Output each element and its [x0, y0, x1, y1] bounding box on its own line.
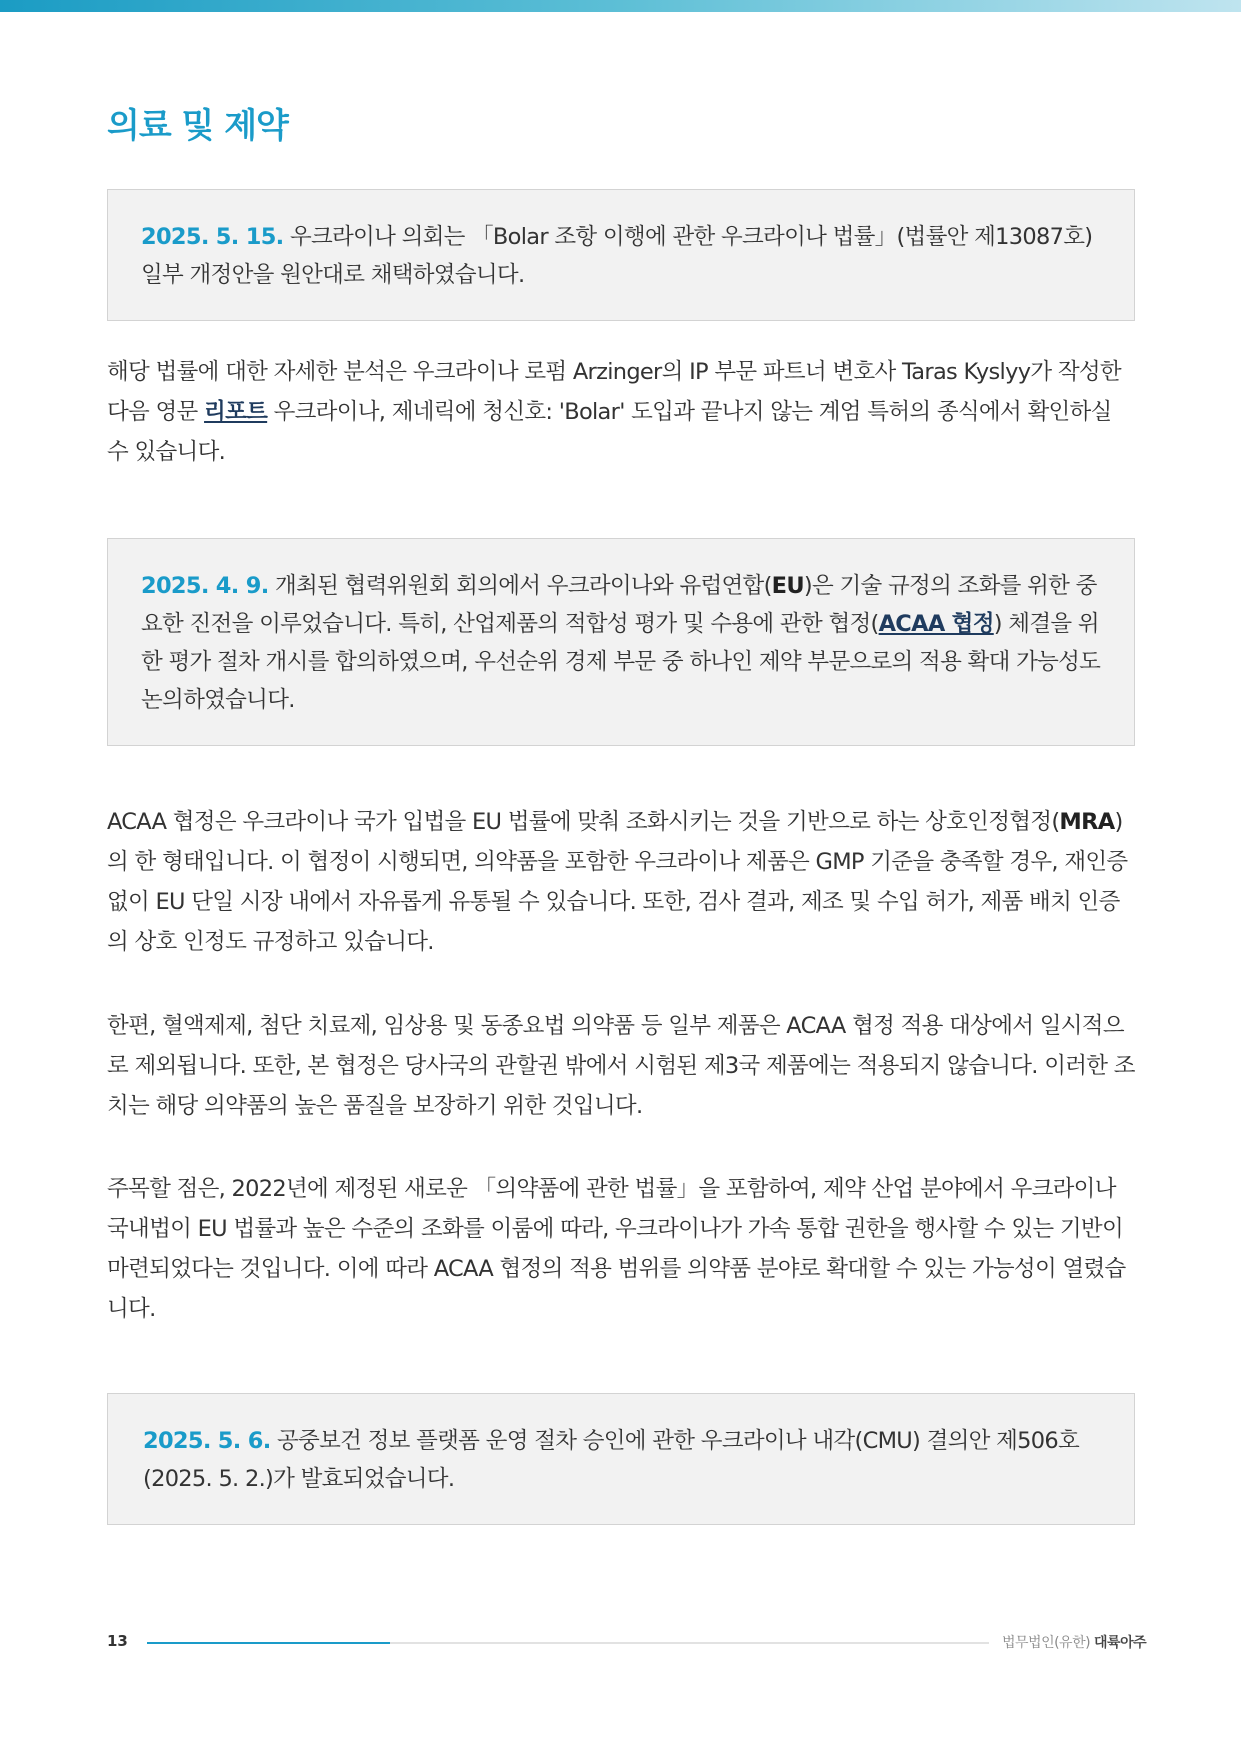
section-title: 의료 및 제약: [107, 106, 288, 146]
callout-text: ) 체결을 위한 평가 절차 개시를 합의하였으며, 우선순위 경제 부문 중 하나인 제약 부문으로의 적용 확대 가능성도 논의하였습니다.: [141, 611, 1101, 713]
callout-date: 2025. 5. 15.: [141, 224, 284, 250]
footer-divider: [147, 1642, 989, 1644]
top-accent-bar: [0, 0, 1241, 12]
paragraph: [107, 352, 1137, 472]
callout-date: 2025. 4. 9.: [141, 573, 269, 599]
firm-prefix: 법무법인(유한): [1002, 1635, 1091, 1651]
firm-name: [1002, 1632, 1146, 1652]
paragraph-text: 우크라이나, 제네릭에 청신호: 'Bolar' 도입과 끝나지 않는 계엄 특허의 종식에서 확인하실 수 있습니다.: [107, 399, 1112, 465]
paragraph: [107, 802, 1137, 962]
report-link[interactable]: 리포트: [204, 399, 268, 425]
callout-text: )은 기술 규정의 조화를 위한 중요한 진전을 이루었습니다. 특히, 산업제품의 적합성 평가 및 수용에 관한 협정(: [141, 573, 1097, 637]
callout-box-2: [107, 538, 1135, 746]
page-number: 13: [107, 1632, 128, 1650]
paragraph: 주목할 점은, 2022년에 제정된 새로운 「의약품에 관한 법률」을 포함하여, 제약 산업 분야에서 우크라이나 국내법이 EU 법률과 높은 수준의 조화를 이룸에 따라, 우크라이나가 가속 통합 권한을 행사할 수 있는 기반이 마련되었다는 것입니다. 이에 따라 ACAA 협정의 적용 범위를 의약품 분야로 확대할 수 있는 가능성이 열렸습니다.: [107, 1176, 1126, 1322]
eu-abbrev: EU: [771, 573, 804, 599]
firm-brand: 대륙아주: [1094, 1635, 1147, 1651]
paragraph-text: ACAA 협정은 우크라이나 국가 입법을 EU 법률에 맞춰 조화시키는 것을 기반으로 하는 상호인정협정(: [107, 809, 1060, 835]
callout-box-3: [107, 1393, 1135, 1525]
paragraph: 한편, 혈액제제, 첨단 치료제, 임상용 및 동종요법 의약품 등 일부 제품은 ACAA 협정 적용 대상에서 일시적으로 제외됩니다. 또한, 본 협정은 당사국의 관할권 밖에서 시험된 제3국 제품에는 적용되지 않습니다. 이러한 조치는 해당 의약품의 높은 품질을 보장하기 위한 것입니다.: [107, 1013, 1135, 1119]
callout-text: 개최된 협력위원회 회의에서 우크라이나와 유럽연합(: [268, 573, 772, 599]
callout-date: 2025. 5. 6.: [143, 1428, 271, 1454]
footer-divider-accent: [147, 1642, 390, 1644]
callout-text: 공중보건 정보 플랫폼 운영 절차 승인에 관한 우크라이나 내각(CMU) 결의안 제506호 (2025. 5. 2.)가 발효되었습니다.: [143, 1428, 1080, 1492]
mra-abbrev: MRA: [1059, 809, 1115, 835]
acaa-link[interactable]: ACAA 협정: [878, 611, 994, 637]
paragraph-text: 해당 법률에 대한 자세한 분석은 우크라이나 로펌 Arzinger의 IP 부문 파트너 변호사 Taras Kyslyy가 작성한 다음 영문: [107, 359, 1121, 425]
callout-text: 우크라이나 의회는 「Bolar 조항 이행에 관한 우크라이나 법률」(법률안 제13087호) 일부 개정안을 원안대로 채택하였습니다.: [141, 224, 1093, 288]
paragraph-text: )의 한 형태입니다. 이 협정이 시행되면, 의약품을 포함한 우크라이나 제품은 GMP 기준을 충족할 경우, 재인증 없이 EU 단일 시장 내에서 자유롭게 유통될 수 있습니다. 또한, 검사 결과, 제조 및 수입 허가, 제품 배치 인증의 상호 인정도 규정하고 있습니다.: [107, 809, 1128, 955]
callout-box-1: [107, 189, 1135, 321]
